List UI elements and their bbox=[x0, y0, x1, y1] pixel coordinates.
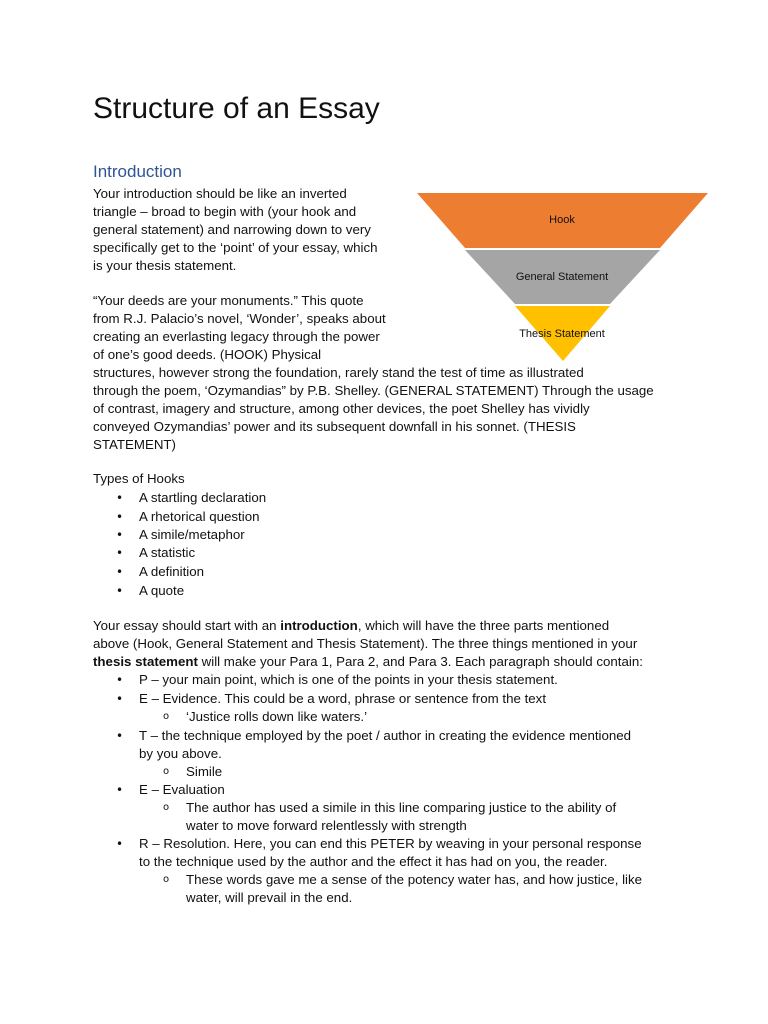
hooks-heading: Types of Hooks bbox=[93, 471, 185, 486]
hook-type-item: A statistic bbox=[139, 545, 196, 560]
hook-type-item: A definition bbox=[139, 564, 205, 579]
peter-evaluation: E – Evaluation bbox=[139, 782, 225, 797]
bullet-icon: • bbox=[116, 783, 124, 797]
bullet-icon: • bbox=[116, 528, 124, 542]
intro-para1-line: is your thesis statement. bbox=[93, 258, 237, 273]
intro-para2-line: STATEMENT) bbox=[93, 437, 176, 452]
hook-type-item: A simile/metaphor bbox=[139, 527, 245, 542]
intro-para1-line: general statement) and narrowing down to very bbox=[93, 222, 371, 237]
intro-para2-line: conveyed Ozymandias’ power and its subsequent downfall in his sonnet. (THESIS bbox=[93, 419, 576, 434]
sub-bullet-icon: o bbox=[163, 802, 170, 813]
sub-bullet-icon: o bbox=[163, 766, 170, 777]
bullet-icon: • bbox=[116, 729, 124, 743]
hook-label: Hook bbox=[549, 214, 575, 226]
bullet-icon: • bbox=[116, 510, 124, 524]
bullet-icon: • bbox=[116, 837, 124, 851]
bullet-icon: • bbox=[116, 491, 124, 505]
peter-evidence-example: ‘Justice rolls down like waters.’ bbox=[186, 709, 368, 724]
hook-type-item: A rhetorical question bbox=[139, 509, 260, 524]
structure-text: Your essay should start with an bbox=[93, 618, 281, 633]
section-heading-introduction: Introduction bbox=[93, 162, 182, 181]
intro-para2-line: of contrast, imagery and structure, among other devices, the poet Shelley has vividly bbox=[93, 401, 590, 416]
intro-para2-line: through the poem, ‘Ozymandias” by P.B. Shelley. (GENERAL STATEMENT) Through the usage bbox=[93, 383, 654, 398]
peter-resolution: R – Resolution. Here, you can end this PETER by weaving in your personal response bbox=[139, 836, 642, 851]
peter-evaluation-example: water to move forward relentlessly with strength bbox=[186, 818, 467, 833]
intro-para1-line: triangle – broad to begin with (your hook and bbox=[93, 204, 357, 219]
peter-technique: T – the technique employed by the poet / author in creating the evidence mentioned bbox=[139, 728, 632, 743]
structure-bold-thesis-statement: thesis statement bbox=[93, 654, 198, 669]
structure-line bbox=[93, 653, 643, 671]
intro-para1-line: specifically get to the ‘point’ of your essay, which bbox=[93, 240, 378, 255]
intro-para1-line: Your introduction should be like an inverted bbox=[93, 186, 347, 201]
bullet-icon: • bbox=[116, 546, 124, 560]
bullet-icon: • bbox=[116, 673, 124, 687]
bullet-icon: • bbox=[116, 565, 124, 579]
hook-type-item: A startling declaration bbox=[139, 490, 267, 505]
peter-evaluation-example: The author has used a simile in this line comparing justice to the ability of bbox=[186, 800, 617, 815]
structure-line bbox=[93, 617, 609, 635]
intro-para2-line: “Your deeds are your monuments.” This quote bbox=[93, 293, 364, 308]
sub-bullet-icon: o bbox=[163, 711, 170, 722]
peter-resolution-example: water, will prevail in the end. bbox=[186, 890, 353, 905]
structure-text: , which will have the three parts mentioned bbox=[357, 618, 610, 633]
bullet-icon: • bbox=[116, 584, 124, 598]
inverted-triangle-diagram bbox=[415, 192, 710, 364]
thesis-statement-label: Thesis Statement bbox=[519, 328, 605, 340]
peter-resolution-example: These words gave me a sense of the potency water has, and how justice, like bbox=[186, 872, 643, 887]
page-title: Structure of an Essay bbox=[93, 92, 380, 125]
hook-type-item: A quote bbox=[139, 583, 185, 598]
structure-bold-introduction: introduction bbox=[280, 618, 358, 633]
sub-bullet-icon: o bbox=[163, 874, 170, 885]
structure-text: will make your Para 1, Para 2, and Para 3. Each paragraph should contain: bbox=[197, 654, 643, 669]
peter-resolution: to the technique used by the author and the effect it has had on you, the reader. bbox=[139, 854, 608, 869]
intro-para2-line: of one’s good deeds. (HOOK) Physical bbox=[93, 347, 322, 362]
peter-technique: by you above. bbox=[139, 746, 222, 761]
bullet-icon: • bbox=[116, 692, 124, 706]
general-statement-label: General Statement bbox=[515, 271, 609, 283]
structure-line: above (Hook, General Statement and Thesis Statement). The three things mentioned in your bbox=[93, 636, 638, 651]
peter-point: P – your main point, which is one of the points in your thesis statement. bbox=[139, 672, 558, 687]
peter-technique-example: Simile bbox=[186, 764, 223, 779]
intro-para2-line: creating an everlasting legacy through the power bbox=[93, 329, 380, 344]
intro-para2-line: from R.J. Palacio’s novel, ‘Wonder’, speaks about bbox=[93, 311, 386, 326]
peter-evidence: E – Evidence. This could be a word, phrase or sentence from the text bbox=[139, 691, 547, 706]
intro-para2-line: structures, however strong the foundation, rarely stand the test of time as illustrated bbox=[93, 365, 584, 380]
